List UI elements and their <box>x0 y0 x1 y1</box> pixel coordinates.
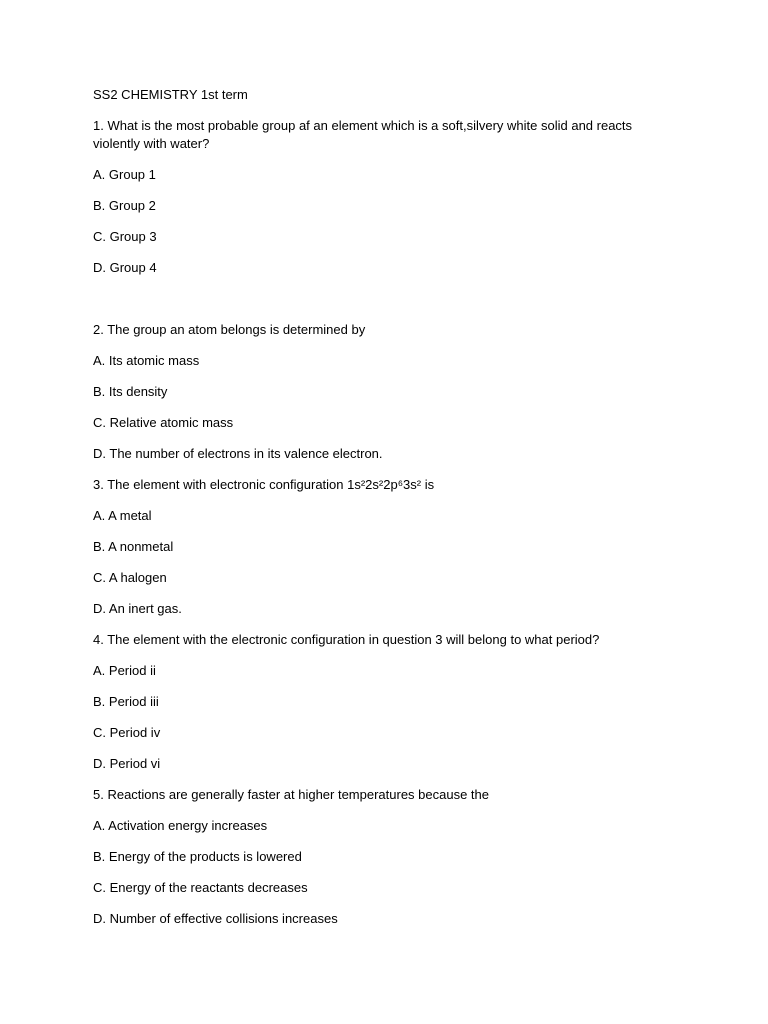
option-b: B. Energy of the products is lowered <box>93 849 302 864</box>
question-text: 5. Reactions are generally faster at higher temperatures because the <box>93 787 490 802</box>
option-a: A. A metal <box>93 508 152 523</box>
question-block-3 <box>93 476 673 618</box>
option-b: B. Group 2 <box>93 198 156 213</box>
question-block-5 <box>93 786 673 928</box>
option-c: C. Energy of the reactants decreases <box>93 880 308 895</box>
option-d: D. Group 4 <box>93 260 157 275</box>
question-text: 3. The element with electronic configuration 1s²2s²2p⁶3s² is <box>93 477 435 492</box>
option-c: C. A halogen <box>93 570 167 585</box>
option-a: A. Activation energy increases <box>93 818 268 833</box>
option-d: D. An inert gas. <box>93 601 182 616</box>
option-b: B. A nonmetal <box>93 539 174 554</box>
option-a: A. Period ii <box>93 663 156 678</box>
question-text: 1. What is the most probable group af an element which is a soft,silvery white solid and reacts violently with water? <box>93 118 633 151</box>
option-d: D. The number of electrons in its valence electron. <box>93 446 383 461</box>
question-block-1 <box>93 117 673 277</box>
document-page <box>93 86 673 941</box>
option-c: C. Relative atomic mass <box>93 415 234 430</box>
option-a: A. Its atomic mass <box>93 353 200 368</box>
question-text: 4. The element with the electronic configuration in question 3 will belong to what period? <box>93 632 600 647</box>
question-block-2 <box>93 321 673 463</box>
question-block-4 <box>93 631 673 773</box>
option-a: A. Group 1 <box>93 167 156 182</box>
option-b: B. Period iii <box>93 694 159 709</box>
option-d: D. Period vi <box>93 756 161 771</box>
question-text: 2. The group an atom belongs is determined by <box>93 322 366 337</box>
option-d: D. Number of effective collisions increases <box>93 911 338 926</box>
option-c: C. Period iv <box>93 725 161 740</box>
option-c: C. Group 3 <box>93 229 157 244</box>
option-b: B. Its density <box>93 384 168 399</box>
document-title: SS2 CHEMISTRY 1st term <box>93 87 248 102</box>
